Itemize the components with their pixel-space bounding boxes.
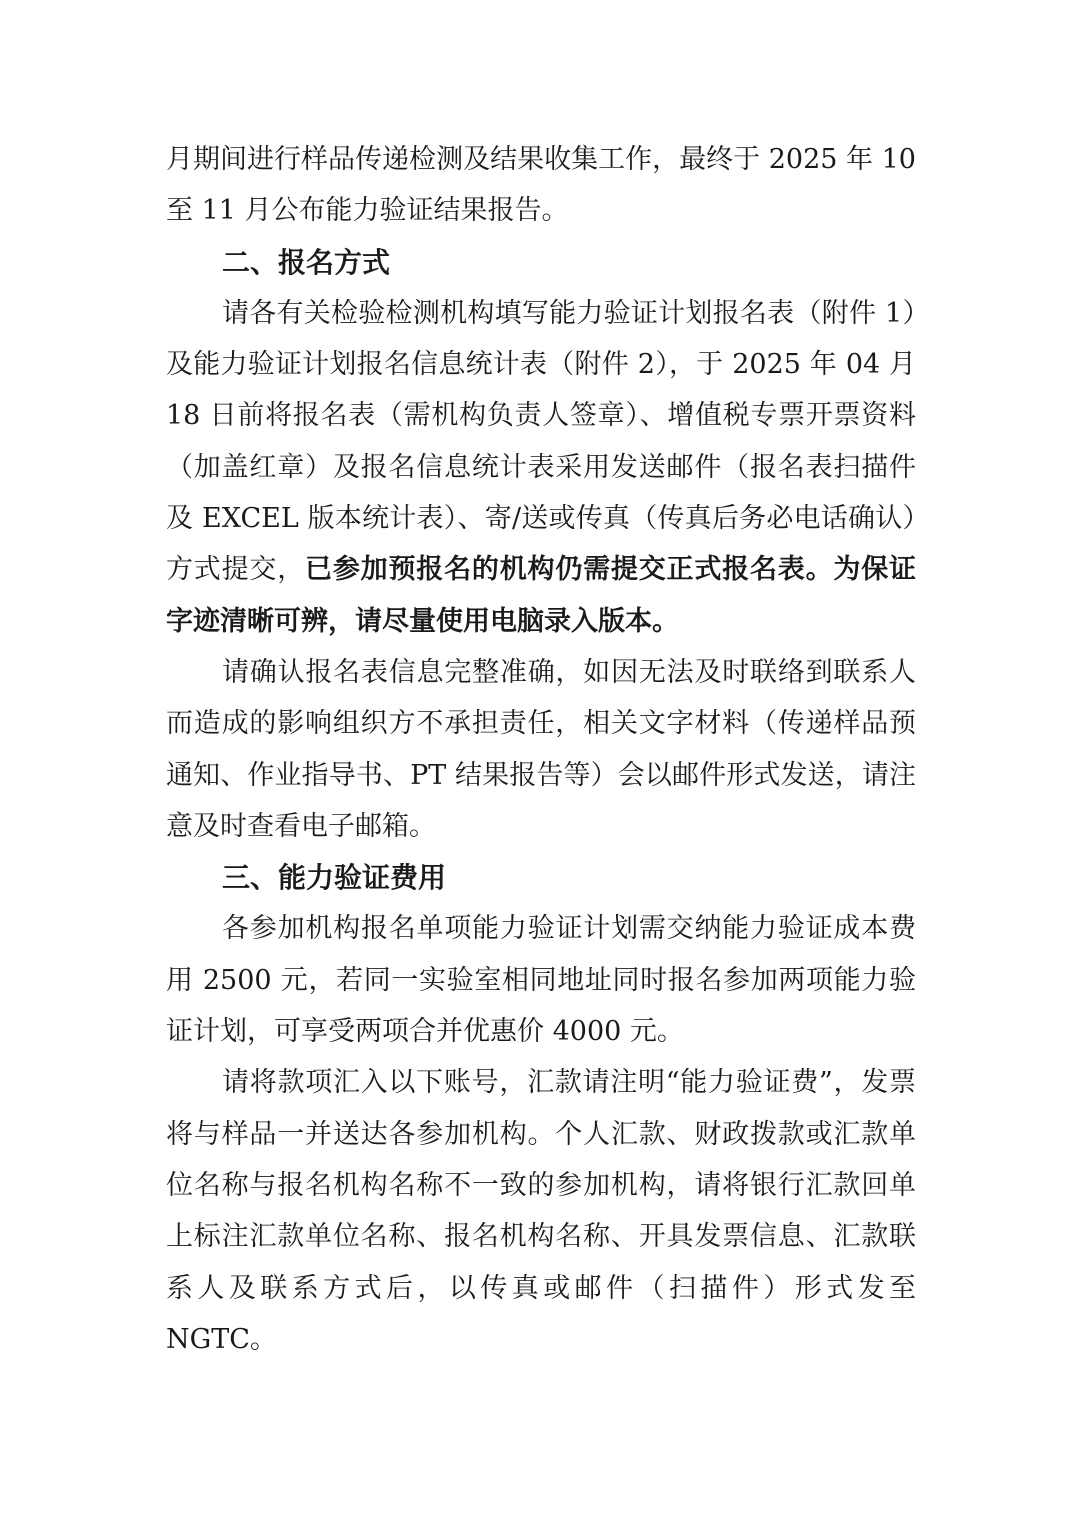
paragraph-continued: 月期间进行样品传递检测及结果收集工作，最终于 2025 年 10 至 11 月公布能力验证结果报告。 <box>166 144 916 227</box>
document-body <box>166 134 916 1365</box>
paragraph-fees: 各参加机构报名单项能力验证计划需交纳能力验证成本费用 2500 元，若同一实验室相同地址同时报名参加两项能力验证计划，可享受两项合并优惠价 4000 元。 <box>166 913 916 1048</box>
registration-bold-text: 已参加预报名的机构仍需提交正式报名表。为保证字迹清晰可辨，请尽量使用电脑录入版本。 <box>166 554 917 637</box>
paragraph-payment: 请将款项汇入以下账号，汇款请注明“能力验证费”，发票将与样品一并送达各参加机构。个人汇款、财政拨款或汇款单位名称与报名机构名称不一致的参加机构，请将银行汇款回单上标注汇款单位名称、报名机构名称、开具发票信息、汇款联系人及联系方式后，以传真或邮件（扫描件）形式发至 NGTC。 <box>166 1067 916 1355</box>
registration-text: 请各有关检验检测机构填写能力验证计划报名表（附件 1）及能力验证计划报名信息统计表（附件 2），于 2025 年 04 月 18 日前将报名表（需机构负责人签章）、增值税专票开票资料（加盖红章）及报名信息统计表采用发送邮件（报名表扫描件及 EXCEL 版本统计表）、寄/送或传真（传真后务必电话确认）方式提交， <box>166 297 916 586</box>
paragraph-confirmation: 请确认报名表信息完整准确，如因无法及时联络到联系人而造成的影响组织方不承担责任，相关文字材料（传递样品预通知、作业指导书、PT 结果报告等）会以邮件形式发送，请注意及时查看电子邮箱。 <box>166 656 916 842</box>
section-heading-registration: 二、报名方式 <box>222 245 391 279</box>
paragraph-registration <box>166 288 916 647</box>
section-heading-fees: 三、能力验证费用 <box>222 861 447 895</box>
